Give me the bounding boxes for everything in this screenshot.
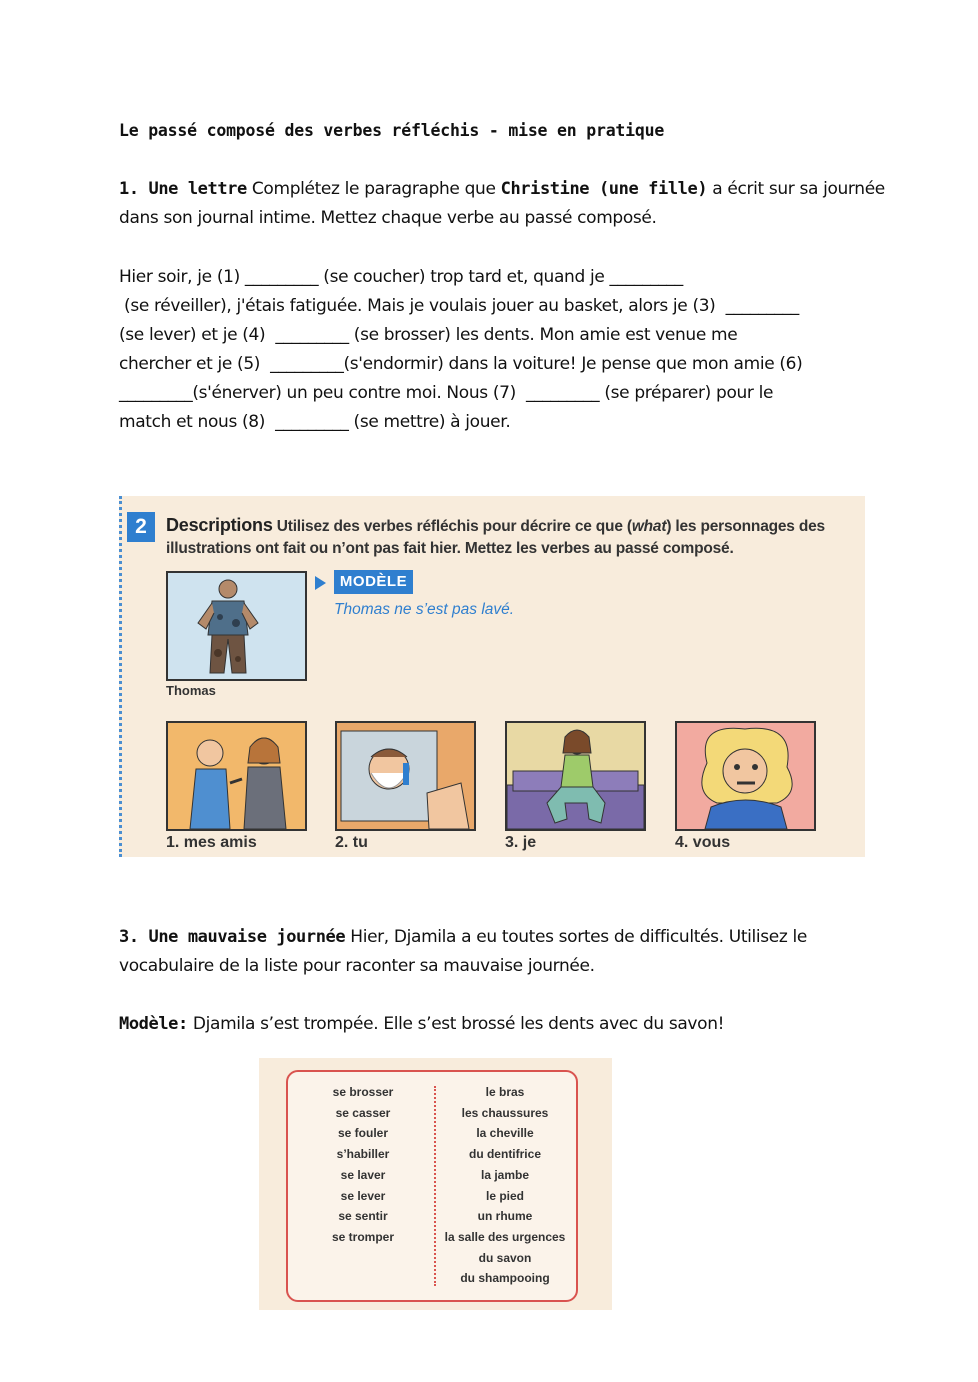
exercise-1-instructions: 1. Une lettre Complétez le paragraphe que Christine (une fille) a écrit sur sa journée dans son journal intime. Mettez chaque verbe au passé composé.	[119, 179, 885, 228]
exercise-3-instructions: 3. Une mauvaise journée Hier, Djamila a eu toutes sortes de difficultés. Utilisez le vocabulaire de la liste pour raconter sa mauvaise journée.	[119, 927, 807, 976]
paragraph-line: Hier soir, je (1) _________ (se coucher) trop tard et, quand je _________	[119, 267, 683, 287]
vocab-verb: se lever	[340, 1188, 386, 1203]
vocab-noun: le bras	[485, 1085, 525, 1099]
verbs-column	[298, 1082, 428, 1248]
vocab-noun: du savon	[478, 1250, 532, 1265]
exercise-1-paragraph	[119, 263, 869, 437]
vocab-verb: s’habiller	[336, 1147, 390, 1162]
vocab-noun: du shampooing	[460, 1271, 550, 1286]
dirty-man-drawing	[168, 573, 305, 679]
paragraph-line: _________(s'énerver) un peu contre moi. Nous (7) _________ (se préparer) pour le	[119, 383, 774, 403]
nouns-column	[440, 1082, 570, 1289]
vocab-verb: se brosser	[332, 1085, 394, 1099]
paragraph-line: match et nous (8) _________ (se mettre) à jouer.	[119, 412, 511, 432]
caption-je: 3. je	[505, 834, 537, 851]
exercise-1-label: 1. Une lettre	[119, 179, 247, 199]
exercise-number-badge: 2	[127, 512, 155, 542]
arguing-couple-drawing	[168, 723, 305, 829]
thomas-illustration	[166, 571, 307, 681]
vocab-noun: la salle des urgences	[444, 1229, 566, 1244]
exercise-3-label: 3. Une mauvaise journée	[119, 927, 346, 947]
thomas-caption: Thomas	[166, 683, 216, 698]
exercise-3-modele: Modèle: Djamila s’est trompée. Elle s’est brossé les dents avec du savon!	[119, 1014, 725, 1034]
vocab-noun: un rhume	[477, 1209, 533, 1224]
caption-tu: 2. tu	[335, 834, 368, 851]
vocabulary-frame	[286, 1070, 578, 1302]
exercise-2-heading: Descriptions	[166, 515, 273, 535]
illustration-je	[505, 721, 646, 831]
vocab-verb: se fouler	[337, 1126, 388, 1141]
vocab-noun: du dentifrice	[468, 1147, 541, 1162]
paragraph-line: (se lever) et je (4) _________ (se brosser) les dents. Mon amie est venue me	[119, 325, 738, 345]
paragraph-line: (se réveiller), j'étais fatiguée. Mais je voulais jouer au basket, alors je (3) _________	[119, 296, 799, 316]
modele-text: Thomas ne s’est pas lavé.	[334, 601, 515, 618]
illustration-mes-amis	[166, 721, 307, 831]
upset-woman-drawing	[677, 723, 814, 829]
exercise-2-box	[119, 496, 865, 857]
vocabulary-divider	[434, 1086, 436, 1286]
sitting-woman-drawing	[507, 723, 644, 829]
illustration-vous	[675, 721, 816, 831]
caption-mes-amis: 1. mes amis	[166, 834, 257, 851]
vocab-verb: se sentir	[338, 1209, 388, 1224]
illustration-tu	[335, 721, 476, 831]
vocab-noun: la jambe	[480, 1167, 530, 1182]
exercise-2-instructions: Descriptions Utilisez des verbes réfléchis pour décrire ce que (what) les personnages des illustrations ont fait ou n’ont pas fait hier. Mettez les verbes au passé composé.	[166, 515, 825, 557]
modele-arrow-icon	[315, 576, 326, 590]
shaving-man-drawing	[337, 723, 474, 829]
vocab-verb: se casser	[335, 1105, 391, 1120]
vocab-noun: le pied	[485, 1188, 524, 1203]
vocab-verb: se tromper	[331, 1229, 395, 1244]
paragraph-line: chercher et je (5) _________(s'endormir) dans la voiture! Je pense que mon amie (6)	[119, 354, 803, 374]
page-title: Le passé composé des verbes réfléchis - mise en pratique	[119, 121, 665, 140]
caption-vous: 4. vous	[675, 834, 731, 851]
vocab-verb: se laver	[340, 1167, 386, 1182]
modele-badge: MODÈLE	[334, 570, 413, 594]
vocabulary-box	[259, 1058, 612, 1310]
vocab-noun: les chaussures	[461, 1105, 549, 1120]
modele-label: Modèle:	[119, 1014, 188, 1034]
vocab-noun: la cheville	[476, 1126, 534, 1141]
